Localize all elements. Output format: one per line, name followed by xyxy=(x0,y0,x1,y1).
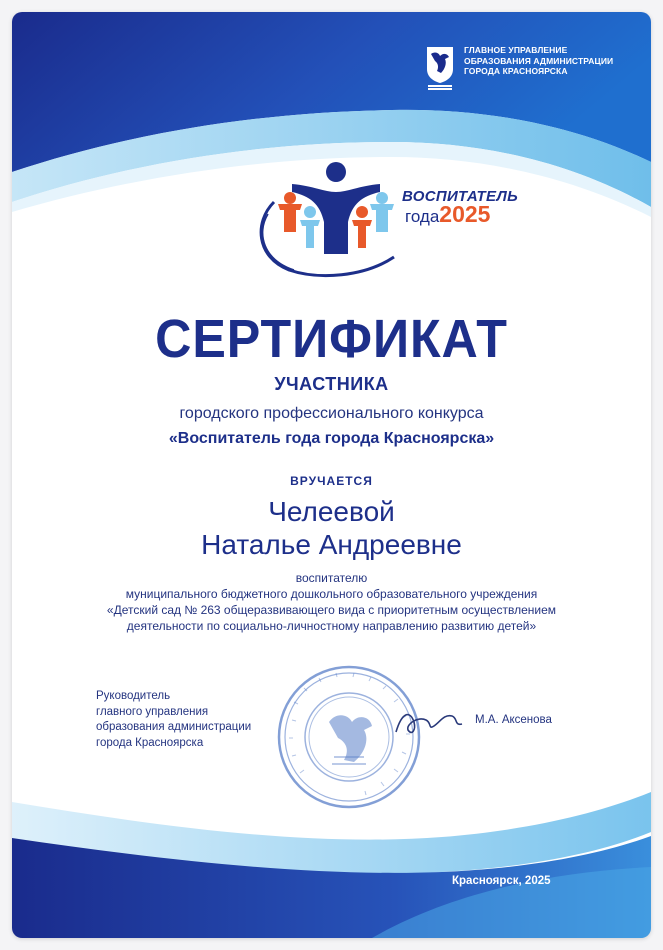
logo-year-row xyxy=(405,201,490,228)
certificate-page xyxy=(12,12,651,938)
signer-line-2: главного управления xyxy=(96,705,209,718)
signer-line-3: образования администрации xyxy=(96,721,252,733)
org-line-1: ГЛАВНОЕ УПРАВЛЕНИЕ xyxy=(464,45,568,55)
contest-name: «Воспитатель года города Красноярска» xyxy=(168,430,495,447)
recipient-given-name: Наталье Андреевне xyxy=(201,529,462,560)
certificate-subtitle: УЧАСТНИКА xyxy=(274,374,389,394)
institution-line-1: муниципального бюджетного дошкольного образовательного учреждения xyxy=(125,587,538,601)
signer-line-4: города Красноярска xyxy=(96,736,204,749)
organization-name xyxy=(464,45,644,77)
certificate-title: СЕРТИФИКАТ xyxy=(155,309,508,369)
logo-goda: года xyxy=(405,207,440,226)
org-line-3: ГОРОДА КРАСНОЯРСКА xyxy=(464,66,568,76)
place-and-date: Красноярск, 2025 xyxy=(452,875,551,887)
awarded-label: ВРУЧАЕТСЯ xyxy=(290,474,373,488)
institution-line-2: «Детский сад № 263 общеразвивающего вида с приоритетным осуществлением xyxy=(106,603,557,617)
contest-logo-icon xyxy=(244,162,424,282)
logo-year: 2025 xyxy=(439,201,491,227)
signer-name: М.А. Аксенова xyxy=(475,714,552,726)
org-line-2: ОБРАЗОВАНИЯ АДМИНИСТРАЦИИ xyxy=(464,55,614,66)
recipient-surname: Челеевой xyxy=(268,496,395,527)
krasnoyarsk-crest-icon xyxy=(425,45,455,91)
handwritten-signature-icon xyxy=(392,702,472,742)
contest-description: городского профессионального конкурса xyxy=(179,405,484,422)
institution-line-3: деятельности по социально-личностному направлению развитию детей» xyxy=(126,619,537,633)
recipient-role: воспитателю xyxy=(295,571,368,585)
signer-line-1: Руководитель xyxy=(96,690,171,702)
signer-title xyxy=(96,689,251,751)
logo-wordmark: ВОСПИТАТЕЛЬ xyxy=(402,188,519,205)
